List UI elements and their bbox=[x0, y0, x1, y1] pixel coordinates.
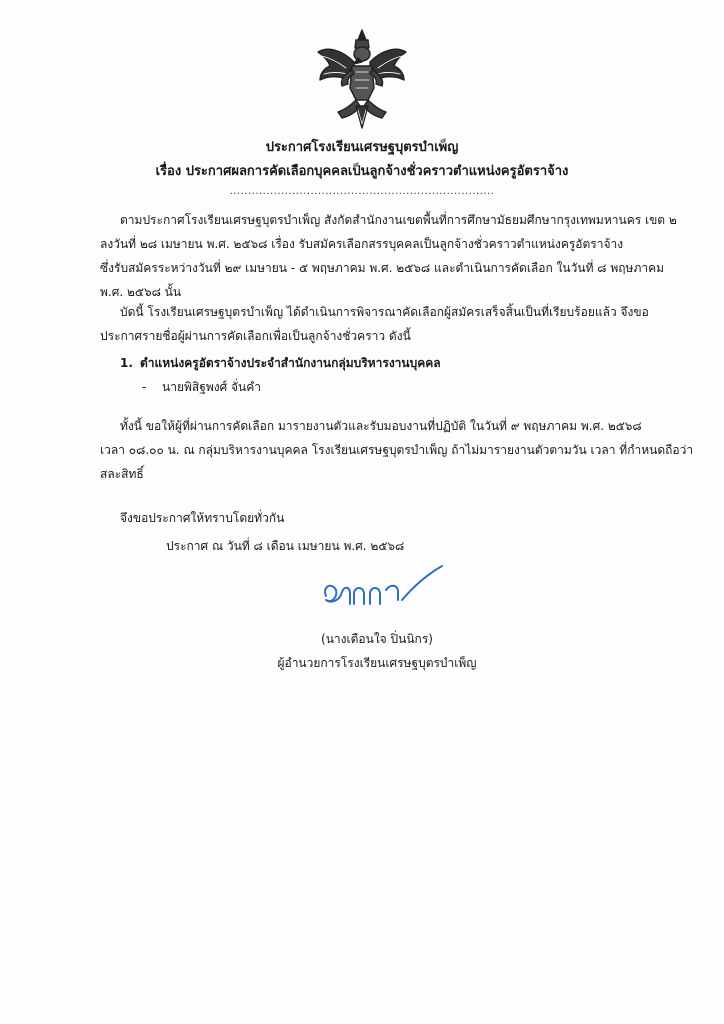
list-item-position bbox=[120, 354, 441, 373]
announcement-date: ประกาศ ณ วันที่ ๘ เดือน เมษายน พ.ศ. ๒๕๖๘ bbox=[166, 539, 405, 553]
garuda-emblem-icon bbox=[314, 26, 410, 130]
paragraph-1-line-3: ซึ่งรับสมัครระหว่างวันที่ ๒๙ เมษายน - ๕ พฤษภาคม พ.ศ. ๒๕๖๘ และดำเนินการคัดเลือก ในวันที่ ๘ พฤษภาคม bbox=[100, 261, 665, 275]
list-item-dash: - bbox=[142, 380, 147, 394]
announcement-subject: เรื่อง ประกาศผลการคัดเลือกบุคคลเป็นลูกจ้างชั่วคราวตำแหน่งครูอัตราจ้าง bbox=[155, 164, 569, 179]
closing-text: จึงขอประกาศให้ทราบโดยทั่วกัน bbox=[120, 511, 285, 525]
separator-line: ........................................................................ bbox=[229, 186, 495, 197]
paragraph-3-line-1: ทั้งนี้ ขอให้ผู้ที่ผ่านการคัดเลือก มารายงานตัวและรับมอบงานที่ปฏิบัติ ในวันที่ ๙ พฤษภาคม พ.ศ. ๒๕๖๘ bbox=[120, 419, 642, 433]
signer-position: ผู้อำนวยการโรงเรียนเศรษฐบุตรบำเพ็ญ bbox=[277, 656, 477, 670]
paragraph-2-line-2: ประกาศรายชื่อผู้ผ่านการคัดเลือกเพื่อเป็นลูกจ้างชั่วคราว ดังนี้ bbox=[100, 329, 411, 343]
paragraph-1-line-2: ลงวันที่ ๒๘ เมษายน พ.ศ. ๒๕๖๘ เรื่อง รับสมัครเลือกสรรบุคคลเป็นลูกจ้างชั่วคราวตำแหน่งครูอัตราจ้าง bbox=[100, 237, 624, 251]
list-item-person bbox=[142, 378, 261, 397]
signer-name: (นางเตือนใจ ปิ่นนิกร) bbox=[321, 632, 433, 646]
list-item-title: ตำแหน่งครูอัตราจ้างประจำสำนักงานกลุ่มบริหารงานบุคคล bbox=[140, 356, 441, 370]
paragraph-3-line-3: สละสิทธิ์ bbox=[100, 467, 144, 481]
paragraph-3-line-2: เวลา ๐๘.๐๐ น. ณ กลุ่มบริหารงานบุคคล โรงเรียนเศรษฐบุตรบำเพ็ญ ถ้าไม่มารายงานตัวตามวัน เวลา ที่กำหนดถือว่า bbox=[100, 443, 694, 457]
paragraph-1-line-4: พ.ศ. ๒๕๖๘ นั้น bbox=[100, 285, 182, 299]
person-name: นายพิสิฐพงศ์ จั่นคำ bbox=[162, 380, 262, 394]
paragraph-2-line-1: บัดนี้ โรงเรียนเศรษฐบุตรบำเพ็ญ ได้ดำเนินการพิจารณาคัดเลือกผู้สมัครเสร็จสิ้นเป็นที่เรียบร้อยแล้ว จึงขอ bbox=[120, 305, 649, 319]
paragraph-1-line-1: ตามประกาศโรงเรียนเศรษฐบุตรบำเพ็ญ สังกัดสำนักงานเขตพื้นที่การศึกษามัธยมศึกษากรุงเทพมหานคร เขต ๒ bbox=[120, 213, 677, 227]
announcement-title: ประกาศโรงเรียนเศรษฐบุตรบำเพ็ญ bbox=[265, 140, 459, 155]
list-item-number: 1. bbox=[120, 356, 133, 370]
handwritten-signature-icon bbox=[318, 560, 448, 620]
